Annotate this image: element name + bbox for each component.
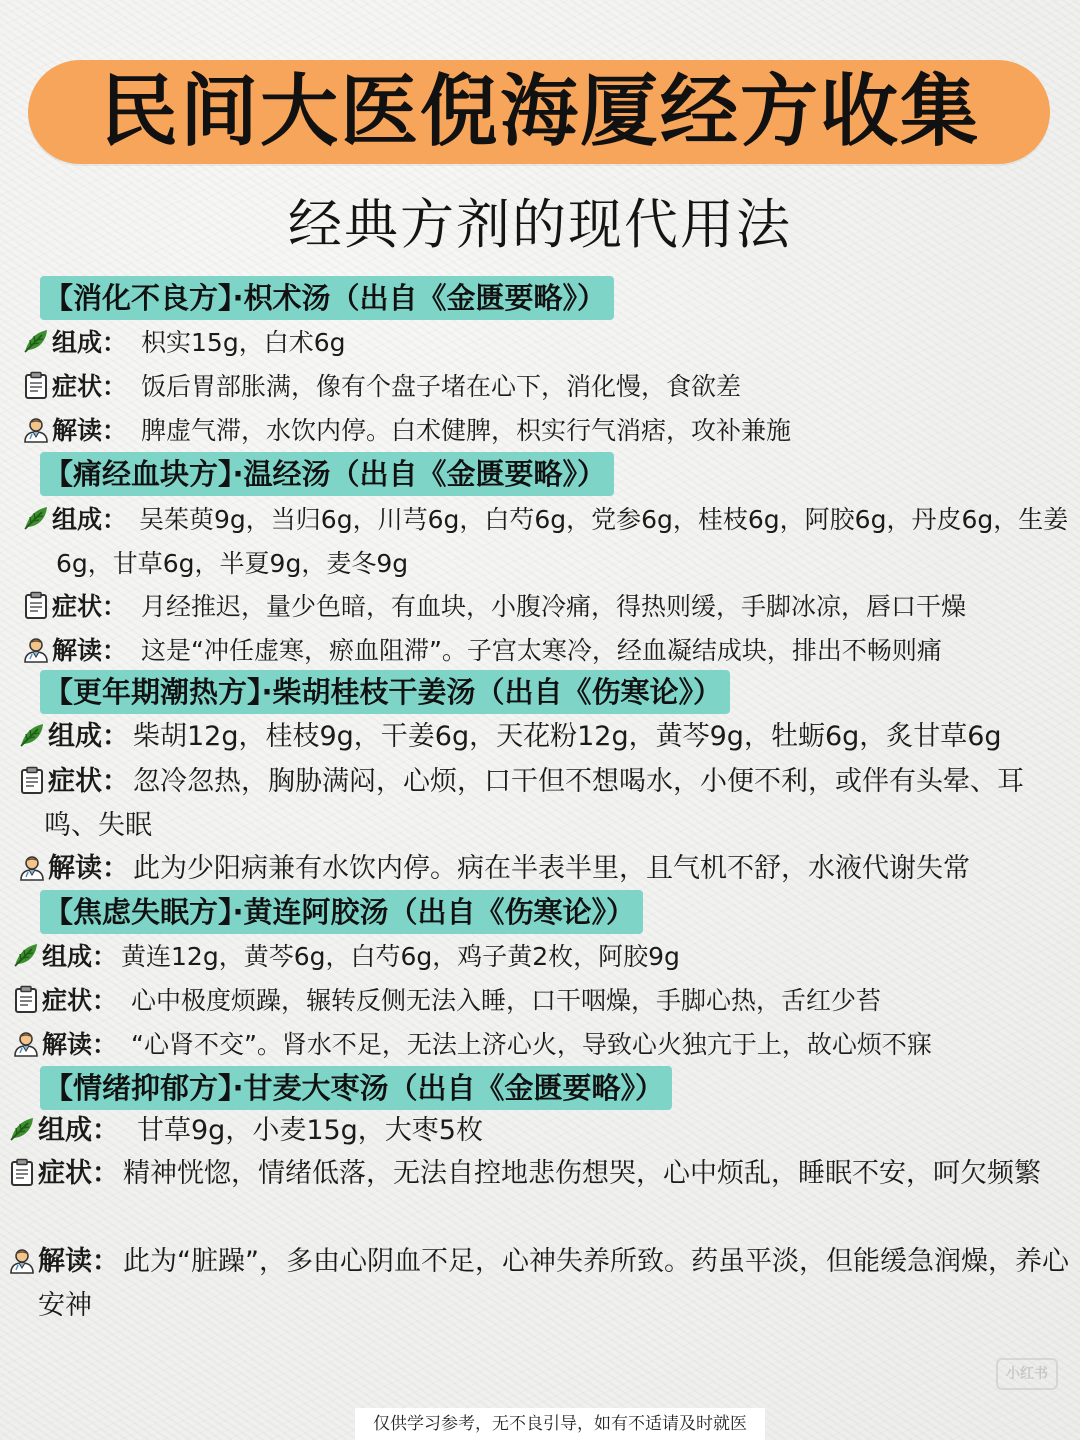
composition-row — [8, 1110, 483, 1152]
composition-label: 组成： — [52, 328, 128, 357]
leaf-icon — [22, 327, 50, 355]
leaf-icon — [12, 941, 40, 969]
interpretation-text: 脾虚气滞，水饮内停。白术健脾，枳实行气消痞，攻补兼施 — [141, 416, 792, 445]
interpretation-label: 解读： — [52, 416, 128, 445]
clipboard-icon — [18, 766, 46, 794]
doctor-icon — [8, 1246, 36, 1274]
clipboard-icon — [22, 371, 50, 399]
interpretation-label: 解读： — [52, 636, 128, 665]
doctor-icon — [12, 1029, 40, 1057]
doctor-icon — [22, 415, 50, 443]
interpretation-text: 此为“脏躁”，多由心阴血不足，心神失养所致。药虽平淡，但能缓急润燥，养心安神 — [38, 1246, 1069, 1321]
composition-label: 组成： — [42, 942, 118, 971]
interpretation-label: 解读： — [42, 1030, 118, 1059]
section-heading: 【情绪抑郁方】·甘麦大枣汤（出自《金匮要略》） — [40, 1066, 672, 1110]
section-heading: 【更年期潮热方】·柴胡桂枝干姜汤（出自《伤寒论》） — [40, 670, 730, 714]
interpretation-row — [12, 1024, 932, 1066]
section-heading: 【焦虑失眠方】·黄连阿胶汤（出自《伤寒论》） — [40, 890, 643, 934]
interpretation-label: 解读： — [38, 1246, 119, 1277]
symptoms-text: 心中极度烦躁，辗转反侧无法入睡，口干咽燥，手脚心热，舌红少苔 — [131, 986, 882, 1015]
symptoms-row — [18, 760, 1072, 848]
leaf-icon — [22, 504, 50, 532]
composition-text: 黄连12g，黄芩6g，白芍6g，鸡子黄2枚，阿胶9g — [121, 942, 680, 971]
symptoms-label: 症状： — [52, 372, 128, 401]
clipboard-icon — [8, 1158, 36, 1186]
composition-text: 枳实15g，白术6g — [141, 328, 346, 357]
composition-row — [18, 716, 1002, 758]
interpretation-text: 此为少阳病兼有水饮内停。病在半表半里，且气机不舒，水液代谢失常 — [133, 853, 970, 884]
composition-row — [22, 322, 345, 364]
leaf-icon — [18, 721, 46, 749]
composition-label: 组成： — [52, 505, 128, 534]
page-subtitle: 经典方剂的现代用法 — [288, 193, 792, 256]
composition-row — [22, 498, 1072, 586]
symptoms-text: 月经推迟，量少色暗，有血块，小腹冷痛，得热则缓，手脚冰凉，唇口干燥 — [141, 592, 967, 621]
interpretation-row — [18, 848, 970, 890]
symptoms-row — [22, 586, 966, 628]
interpretation-text: “心肾不交”。肾水不足，无法上济心火，导致心火独亢于上，故心烦不寐 — [131, 1030, 932, 1059]
composition-text: 甘草9g，小麦15g，大枣5枚 — [137, 1115, 483, 1146]
symptoms-label: 症状： — [42, 986, 118, 1015]
section-heading: 【痛经血块方】·温经汤（出自《金匮要略》） — [40, 452, 614, 496]
clipboard-icon — [12, 985, 40, 1013]
symptoms-text: 忽冷忽热，胸胁满闷，心烦，口干但不想喝水，小便不利，或伴有头晕、耳鸣、失眠 — [44, 766, 1024, 841]
composition-label: 组成： — [38, 1115, 119, 1146]
symptoms-row — [8, 1152, 1074, 1196]
leaf-icon — [8, 1115, 36, 1143]
composition-text: 柴胡12g，桂枝9g，干姜6g，天花粉12g，黄芩9g，牡蛎6g，炙甘草6g — [133, 721, 1002, 752]
page-title: 民间大医倪海厦经方收集 — [99, 67, 980, 157]
symptoms-row — [12, 980, 881, 1022]
symptoms-label: 症状： — [48, 766, 129, 797]
symptoms-label: 症状： — [38, 1158, 119, 1189]
symptoms-text: 饭后胃部胀满，像有个盘子堵在心下，消化慢，食欲差 — [141, 372, 742, 401]
symptoms-text: 精神恍惚，情绪低落，无法自控地悲伤想哭，心中烦乱，睡眠不安，呵欠频繁 — [123, 1158, 1041, 1189]
interpretation-row — [22, 410, 791, 452]
doctor-icon — [18, 853, 46, 881]
interpretation-row — [8, 1240, 1074, 1328]
composition-row — [12, 936, 680, 978]
watermark-logo: 小红书 — [996, 1358, 1058, 1390]
composition-label: 组成： — [48, 721, 129, 752]
disclaimer-footer: 仅供学习参考，无不良引导，如有不适请及时就医 — [373, 1414, 747, 1434]
symptoms-row — [22, 366, 741, 408]
section-heading: 【消化不良方】·枳术汤（出自《金匮要略》） — [40, 276, 614, 320]
clipboard-icon — [22, 591, 50, 619]
interpretation-row — [22, 630, 942, 672]
doctor-icon — [22, 635, 50, 663]
interpretation-text: 这是“冲任虚寒，瘀血阻滞”。子宫太寒冷，经血凝结成块，排出不畅则痛 — [141, 636, 942, 665]
symptoms-label: 症状： — [52, 592, 128, 621]
interpretation-label: 解读： — [48, 853, 129, 884]
composition-text: 吴茱萸9g，当归6g，川芎6g，白芍6g，党参6g，桂枝6g，阿胶6g，丹皮6g，生姜6g，甘草6g，半夏9g，麦冬9g — [56, 505, 1069, 578]
